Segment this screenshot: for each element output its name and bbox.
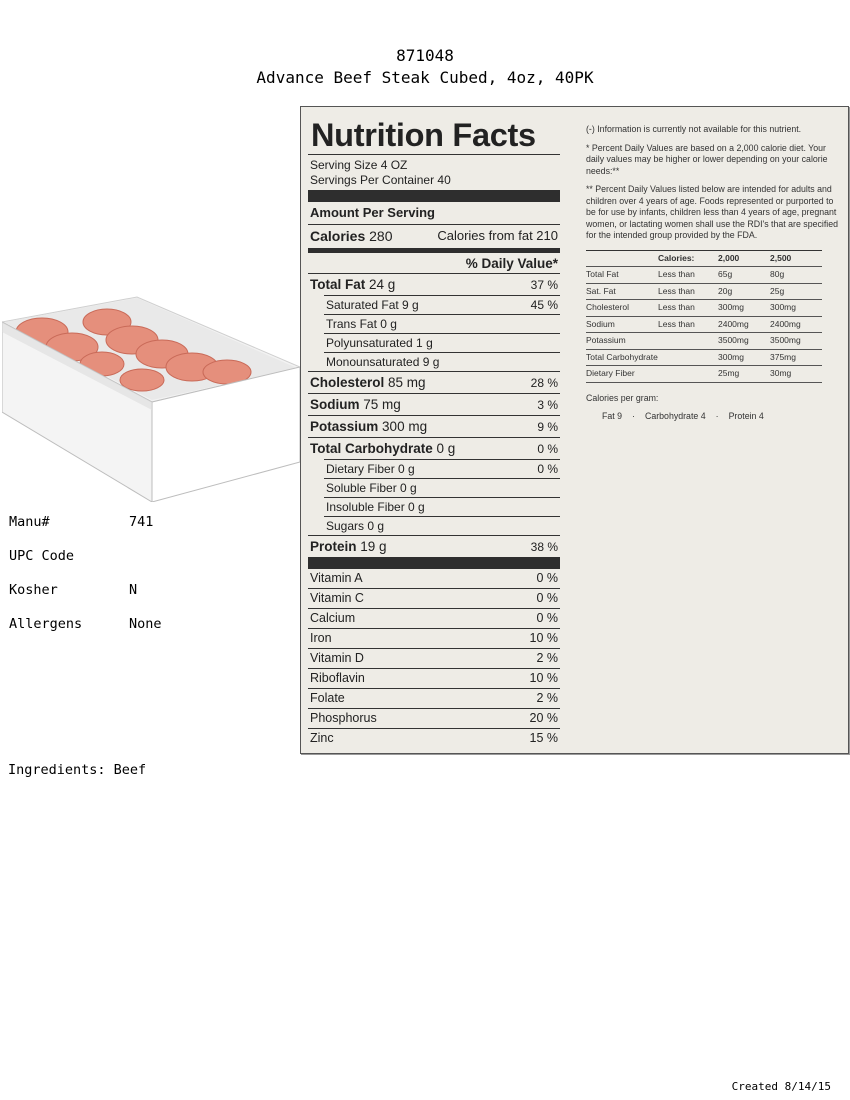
nutrient-name: Total Fat xyxy=(310,277,366,292)
nutrient-row-protein xyxy=(308,535,560,557)
vitamin-pct: 2 % xyxy=(536,651,558,665)
dv-table-row xyxy=(586,284,822,301)
nutrient-pct: 28 % xyxy=(530,376,558,390)
vitamin-pct: 20 % xyxy=(529,711,558,725)
dv-cell: Total Fat xyxy=(586,269,619,279)
calories-per-gram xyxy=(586,393,844,423)
nutrient-name: Insoluble Fiber 0 g xyxy=(326,500,425,514)
vitamin-name: Folate xyxy=(310,691,345,705)
nutrient-pct: 0 % xyxy=(537,462,558,476)
vitamin-name: Zinc xyxy=(310,731,334,745)
nutrient-row-saturated-fat xyxy=(324,295,560,314)
dv-cell: 300mg xyxy=(770,302,796,312)
nutrient-row-total-fat xyxy=(308,273,560,295)
dv-cell: 25g xyxy=(770,285,785,296)
vitamin-pct: 10 % xyxy=(529,671,558,685)
cpg-carb: Carbohydrate 4 xyxy=(644,411,706,421)
vitamin-row xyxy=(308,569,560,588)
vitamin-pct: 0 % xyxy=(536,591,558,605)
nutrient-pct: 0 % xyxy=(537,442,558,456)
nutrient-row-cholesterol xyxy=(308,371,560,393)
divider-thick xyxy=(308,190,560,202)
nutrient-row-monounsaturated xyxy=(324,352,560,371)
vitamin-name: Vitamin A xyxy=(310,571,363,585)
serving-info xyxy=(308,155,560,190)
dv-cell: Total Carbohydrate xyxy=(586,351,658,362)
info-value: None xyxy=(129,616,162,632)
info-key: Allergens xyxy=(9,616,83,632)
vitamin-row xyxy=(308,688,560,708)
dv-cell: 3500mg xyxy=(718,335,749,345)
nutrient-amount: 0 g xyxy=(436,441,456,456)
vitamin-row xyxy=(308,728,560,748)
dv-cell: 3500mg xyxy=(770,335,801,345)
dv-table-header xyxy=(586,251,822,268)
dv-cell: Less than xyxy=(658,269,695,279)
vitamin-row xyxy=(308,628,560,648)
calories-value: 280 xyxy=(369,228,393,244)
nutrient-amount: 85 mg xyxy=(388,375,426,390)
nutrient-row-dietary-fiber xyxy=(324,459,560,478)
page-header xyxy=(0,45,850,89)
nutrient-pct: 45 % xyxy=(530,298,558,312)
vitamin-name: Phosphorus xyxy=(310,711,377,725)
calories-row xyxy=(308,225,560,248)
note-not-available: (-) Information is currently not available for this nutrient. xyxy=(586,124,802,134)
nutrient-amount: 300 mg xyxy=(382,419,428,434)
nutrient-pct: 38 % xyxy=(530,540,558,554)
nutrient-pct: 3 % xyxy=(537,398,558,412)
product-image xyxy=(2,292,300,502)
nutrient-row-trans-fat xyxy=(324,314,560,333)
info-key: UPC Code xyxy=(9,548,75,564)
vitamin-pct: 10 % xyxy=(529,631,558,645)
vitamin-name: Vitamin C xyxy=(310,591,364,605)
created-date: Created 8/14/15 xyxy=(731,1080,831,1093)
nutrient-name: Cholesterol xyxy=(310,375,385,390)
product-name: Advance Beef Steak Cubed, 4oz, 40PK xyxy=(256,68,594,87)
cpg-separator: · xyxy=(715,411,719,421)
divider-thick xyxy=(308,557,560,569)
amount-per-serving: Amount Per Serving xyxy=(310,205,435,220)
nutrient-name: Dietary Fiber 0 g xyxy=(326,462,415,476)
dv-cell: 375mg xyxy=(770,351,796,362)
nutrient-row-sugars xyxy=(324,516,560,535)
dv-table-row xyxy=(586,366,822,383)
nutrition-facts-title: Nutrition Facts xyxy=(311,117,536,153)
label-notes xyxy=(586,124,844,423)
nutrient-amount: 24 g xyxy=(369,277,396,292)
dv-cell: 300mg xyxy=(718,302,744,312)
servings-per-container: Servings Per Container 40 xyxy=(310,173,451,187)
dv-table-row xyxy=(586,317,822,334)
note-percent-dv: * Percent Daily Values are based on a 2,000 calorie diet. Your daily values may be higher or lower depending on your calorie needs:** xyxy=(586,142,828,176)
dv-cell: 300mg xyxy=(718,351,744,362)
nutrient-name: Protein xyxy=(310,539,357,554)
dv-cell: Sat. Fat xyxy=(586,285,616,296)
calories-from-fat: Calories from fat 210 xyxy=(437,228,558,243)
vitamin-name: Riboflavin xyxy=(310,671,365,685)
nutrient-name: Monounsaturated 9 g xyxy=(326,355,440,369)
dv-table-row xyxy=(586,333,822,350)
nutrient-amount: 75 mg xyxy=(363,397,401,412)
dv-table-row xyxy=(586,267,822,284)
dv-cell: Potassium xyxy=(586,335,626,345)
nutrition-facts-panel xyxy=(308,107,560,748)
dv-cell: Sodium xyxy=(586,318,615,329)
nutrition-label xyxy=(300,106,849,754)
vitamin-row xyxy=(308,668,560,688)
dv-cell: 2,000 xyxy=(718,252,740,263)
nutrient-name: Total Carbohydrate xyxy=(310,441,433,456)
vitamin-row xyxy=(308,608,560,628)
nutrient-name: Sodium xyxy=(310,397,360,412)
item-number: 871048 xyxy=(396,46,454,65)
ingredients: Ingredients: Beef xyxy=(8,762,147,778)
vitamin-name: Calcium xyxy=(310,611,356,625)
nutrient-name: Potassium xyxy=(310,419,379,434)
dv-cell: 25mg xyxy=(718,368,740,378)
vitamin-pct: 0 % xyxy=(536,571,558,585)
nutrient-amount: 19 g xyxy=(360,539,387,554)
nutrient-name: Sugars 0 g xyxy=(326,519,385,533)
dv-cell: Less than xyxy=(658,302,695,312)
calories-label: Calories xyxy=(310,228,366,244)
nutrient-name: Polyunsaturated 1 g xyxy=(326,336,433,350)
daily-value-header: % Daily Value* xyxy=(465,256,558,271)
info-key: Kosher xyxy=(9,582,58,598)
nutrient-row-potassium xyxy=(308,415,560,437)
vitamin-pct: 0 % xyxy=(536,611,558,625)
dv-cell: 2,500 xyxy=(770,252,792,263)
dv-cell: 65g xyxy=(718,269,733,279)
nutrient-pct: 37 % xyxy=(530,278,558,292)
dv-table-row xyxy=(586,300,822,317)
nutrient-name: Saturated Fat 9 g xyxy=(326,298,419,312)
serving-size: Serving Size 4 OZ xyxy=(310,158,408,172)
cpg-separator: · xyxy=(632,411,635,421)
vitamin-pct: 2 % xyxy=(536,691,558,705)
nutrient-pct: 9 % xyxy=(537,420,558,434)
vitamin-pct: 15 % xyxy=(529,731,558,745)
dv-cell: Less than xyxy=(658,285,695,296)
cpg-protein: Protein 4 xyxy=(728,411,764,421)
cpg-fat: Fat 9 xyxy=(602,411,623,421)
note-adults: ** Percent Daily Values listed below are intended for adults and children over 4 years of age. Foods represented or purported to be for use by infants, children less than 4 years of age, pregnant women, or lactating women shall use the RDI's that are specified for the intended group provided by the FDA. xyxy=(586,184,839,240)
nutrient-row-soluble-fiber xyxy=(324,478,560,497)
vitamin-row xyxy=(308,708,560,728)
vitamin-name: Vitamin D xyxy=(310,651,364,665)
dv-cell: Less than xyxy=(658,318,695,329)
calories-per-gram-values xyxy=(586,411,844,423)
info-value: N xyxy=(129,582,138,598)
dv-table-row xyxy=(586,350,822,367)
dv-cell: 20g xyxy=(718,285,733,296)
daily-value-table xyxy=(586,250,822,383)
nutrient-row-polyunsaturated xyxy=(324,333,560,352)
nutrient-row-sodium xyxy=(308,393,560,415)
info-value: 741 xyxy=(129,514,154,530)
nutrient-row-total-carbohydrate xyxy=(308,437,560,459)
dv-cell: Cholesterol xyxy=(586,302,629,312)
dv-cell: Calories: xyxy=(658,252,695,263)
calories-per-gram-label: Calories per gram: xyxy=(586,392,659,403)
vitamin-row xyxy=(308,588,560,608)
dv-cell: 30mg xyxy=(770,368,792,378)
dv-cell: Dietary Fiber xyxy=(586,368,635,378)
dv-cell: 2400mg xyxy=(718,318,749,329)
dv-cell: 80g xyxy=(770,269,785,279)
dv-cell: 2400mg xyxy=(770,318,801,329)
nutrient-row-insoluble-fiber xyxy=(324,497,560,516)
vitamin-name: Iron xyxy=(310,631,332,645)
info-key: Manu# xyxy=(9,514,50,530)
vitamin-row xyxy=(308,648,560,668)
nutrient-name: Soluble Fiber 0 g xyxy=(326,481,417,495)
nutrient-name: Trans Fat 0 g xyxy=(326,317,397,331)
